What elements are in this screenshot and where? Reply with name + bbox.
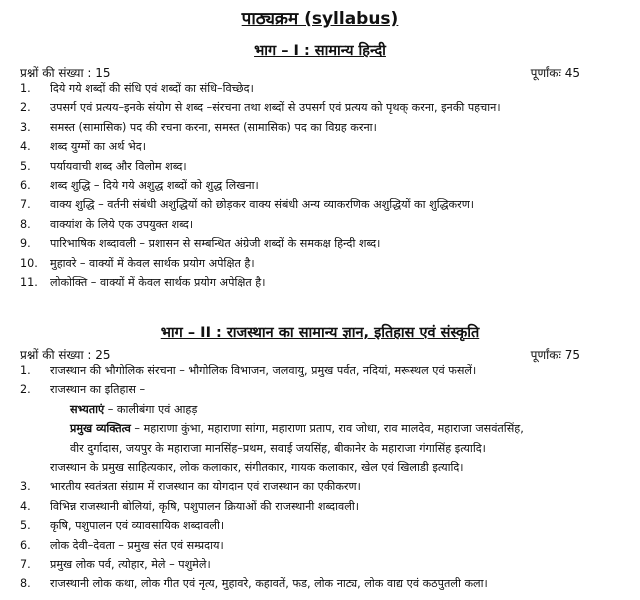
item-number: 10. [20, 256, 38, 270]
literature-text: राजस्थान के प्रमुख साहित्यकार, लोक कलाकार, संगीतकार, गायक कलाकार, खेल एवं खिलाडी इत्यादि। [50, 460, 464, 474]
part2-question-count: प्रश्नों की संख्या : 25 [20, 348, 111, 362]
item-number: 7. [20, 557, 31, 571]
item-text: शब्द युग्मों का अर्थ भेद। [50, 140, 146, 154]
part1-heading [0, 40, 640, 60]
item-text: भारतीय स्वतंत्रता संग्राम में राजस्थान का योगदान एवं राजस्थान का एकीकरण। [50, 480, 361, 494]
part2-heading-text: भाग – II : राजस्थान का सामान्य ज्ञान, इतिहास एवं संस्कृति [160, 325, 480, 341]
list-item [20, 160, 632, 174]
list-item [20, 383, 632, 397]
item-text: राजस्थान की भौगोलिक संरचना – भौगोलिक विभाजन, जलवायु, प्रमुख पर्वत, नदियां, मरूस्थल एवं फसलें। [50, 364, 477, 377]
item-text: लोक देवी–देवता – प्रमुख संत एवं सम्प्रदाय। [50, 538, 224, 552]
list-item [20, 480, 632, 494]
civilizations-text: – कालीबंगा एवं आहड़ [104, 402, 198, 416]
page-title: पाठ्यक्रम (syllabus) [241, 9, 399, 29]
list-item [20, 276, 632, 290]
item-text: पारिभाषिक शब्दावली – प्रशासन से सम्बन्धित अंग्रेजी शब्दों के समकक्ष हिन्दी शब्द। [50, 237, 381, 251]
part1-heading-text: भाग – I : सामान्य हिन्दी [254, 43, 386, 59]
list-item [20, 519, 632, 533]
list-item [20, 218, 632, 232]
item-text: प्रमुख लोक पर्व, त्योहार, मेले – पशुमेले। [50, 557, 211, 571]
item-text: विभिन्न राजस्थानी बोलियां, कृषि, पशुपालन क्रियाओं की राजस्थानी शब्दावली। [50, 499, 359, 513]
item-number: 1. [20, 82, 31, 95]
item-text: लोकोक्ति – वाक्यों में केवल सार्थक प्रयोग अपेक्षित है। [50, 275, 266, 289]
item-number: 2. [20, 383, 31, 397]
item-number: 3. [20, 120, 31, 134]
personalities-label: प्रमुख व्यक्तित्व [70, 422, 131, 436]
item-number: 5. [20, 159, 31, 173]
list-item [20, 500, 632, 514]
literature-line [20, 461, 632, 475]
civilizations-line [20, 403, 632, 417]
item-number: 8. [20, 217, 31, 231]
part1-question-count: प्रश्नों की संख्या : 15 [20, 66, 111, 80]
item-text: कृषि, पशुपालन एवं व्यावसायिक शब्दावली। [50, 519, 225, 533]
part1-list [20, 82, 632, 295]
item-number: 1. [20, 364, 31, 377]
list-item [20, 257, 632, 271]
item-number: 6. [20, 178, 31, 192]
list-item [20, 364, 632, 378]
list-item [20, 577, 632, 591]
item-text: दिये गये शब्दों की संधि एवं शब्दों का संधि–विच्छेद। [50, 82, 254, 95]
list-item [20, 82, 632, 96]
item-number: 2. [20, 101, 31, 115]
personalities-line [20, 422, 632, 436]
item-text: मुहावरे – वाक्यों में केवल सार्थक प्रयोग अपेक्षित है। [50, 256, 255, 270]
personalities-text: – महाराणा कुंभा, महाराणा सांगा, महाराणा प्रताप, राव जोधा, राव मालदेव, महाराजा जसवंतसिंह, [130, 422, 524, 436]
item-text: पर्यायवाची शब्द और विलोम शब्द। [50, 159, 187, 173]
item-number: 7. [20, 198, 31, 212]
civilizations-label: सभ्यताएं [70, 402, 105, 416]
part2-heading [0, 322, 640, 342]
item-number: 11. [20, 275, 38, 289]
item-number: 9. [20, 237, 31, 251]
list-item [20, 539, 632, 553]
list-item [20, 558, 632, 572]
item-number: 4. [20, 499, 31, 513]
item-text: शब्द शुद्धि – दिये गये अशुद्ध शब्दों को शुद्ध लिखना। [50, 178, 259, 192]
item-text: राजस्थान का इतिहास – [50, 383, 146, 397]
item-text: समस्त (सामासिक) पद की रचना करना, समस्त (सामासिक) पद का विग्रह करना। [50, 120, 377, 134]
item-text: वाक्य शुद्धि – वर्तनी संबंधी अशुद्धियों को छोड़कर वाक्य संबंधी अन्य व्याकरणिक अशुद्धियों का शुद्धिकरण। [50, 198, 475, 212]
list-item [20, 121, 632, 135]
part2-list [20, 364, 632, 597]
list-item [20, 101, 632, 115]
personalities-line-2 [20, 442, 632, 456]
part1-total-marks: पूर्णांकः 45 [530, 66, 580, 80]
item-number: 8. [20, 577, 31, 591]
item-number: 3. [20, 480, 31, 494]
list-item [20, 179, 632, 193]
item-text: उपसर्ग एवं प्रत्यय–इनके संयोग से शब्द –संरचना तथा शब्दों से उपसर्ग एवं प्रत्यय को पृथक् करना, इनकी पहचान। [50, 101, 501, 115]
item-number: 5. [20, 519, 31, 533]
list-item [20, 198, 632, 212]
item-text: वाक्यांश के लिये एक उपयुक्त शब्द। [50, 217, 194, 231]
item-text: राजस्थानी लोक कथा, लोक गीत एवं नृत्य, मुहावरे, कहावतें, फड, लोक नाट्य, लोक वाद्य एवं कठपुतली कला। [50, 577, 488, 591]
item-number: 4. [20, 140, 31, 154]
personalities-text-2: वीर दुर्गादास, जयपुर के महाराजा मानसिंह–प्रथम, सवाई जयसिंह, बीकानेर के महाराजा गंगासिंह इत्यादि। [70, 441, 486, 455]
item-number: 6. [20, 538, 31, 552]
list-item [20, 237, 632, 251]
part2-total-marks: पूर्णांकः 75 [530, 348, 580, 362]
list-item [20, 140, 632, 154]
